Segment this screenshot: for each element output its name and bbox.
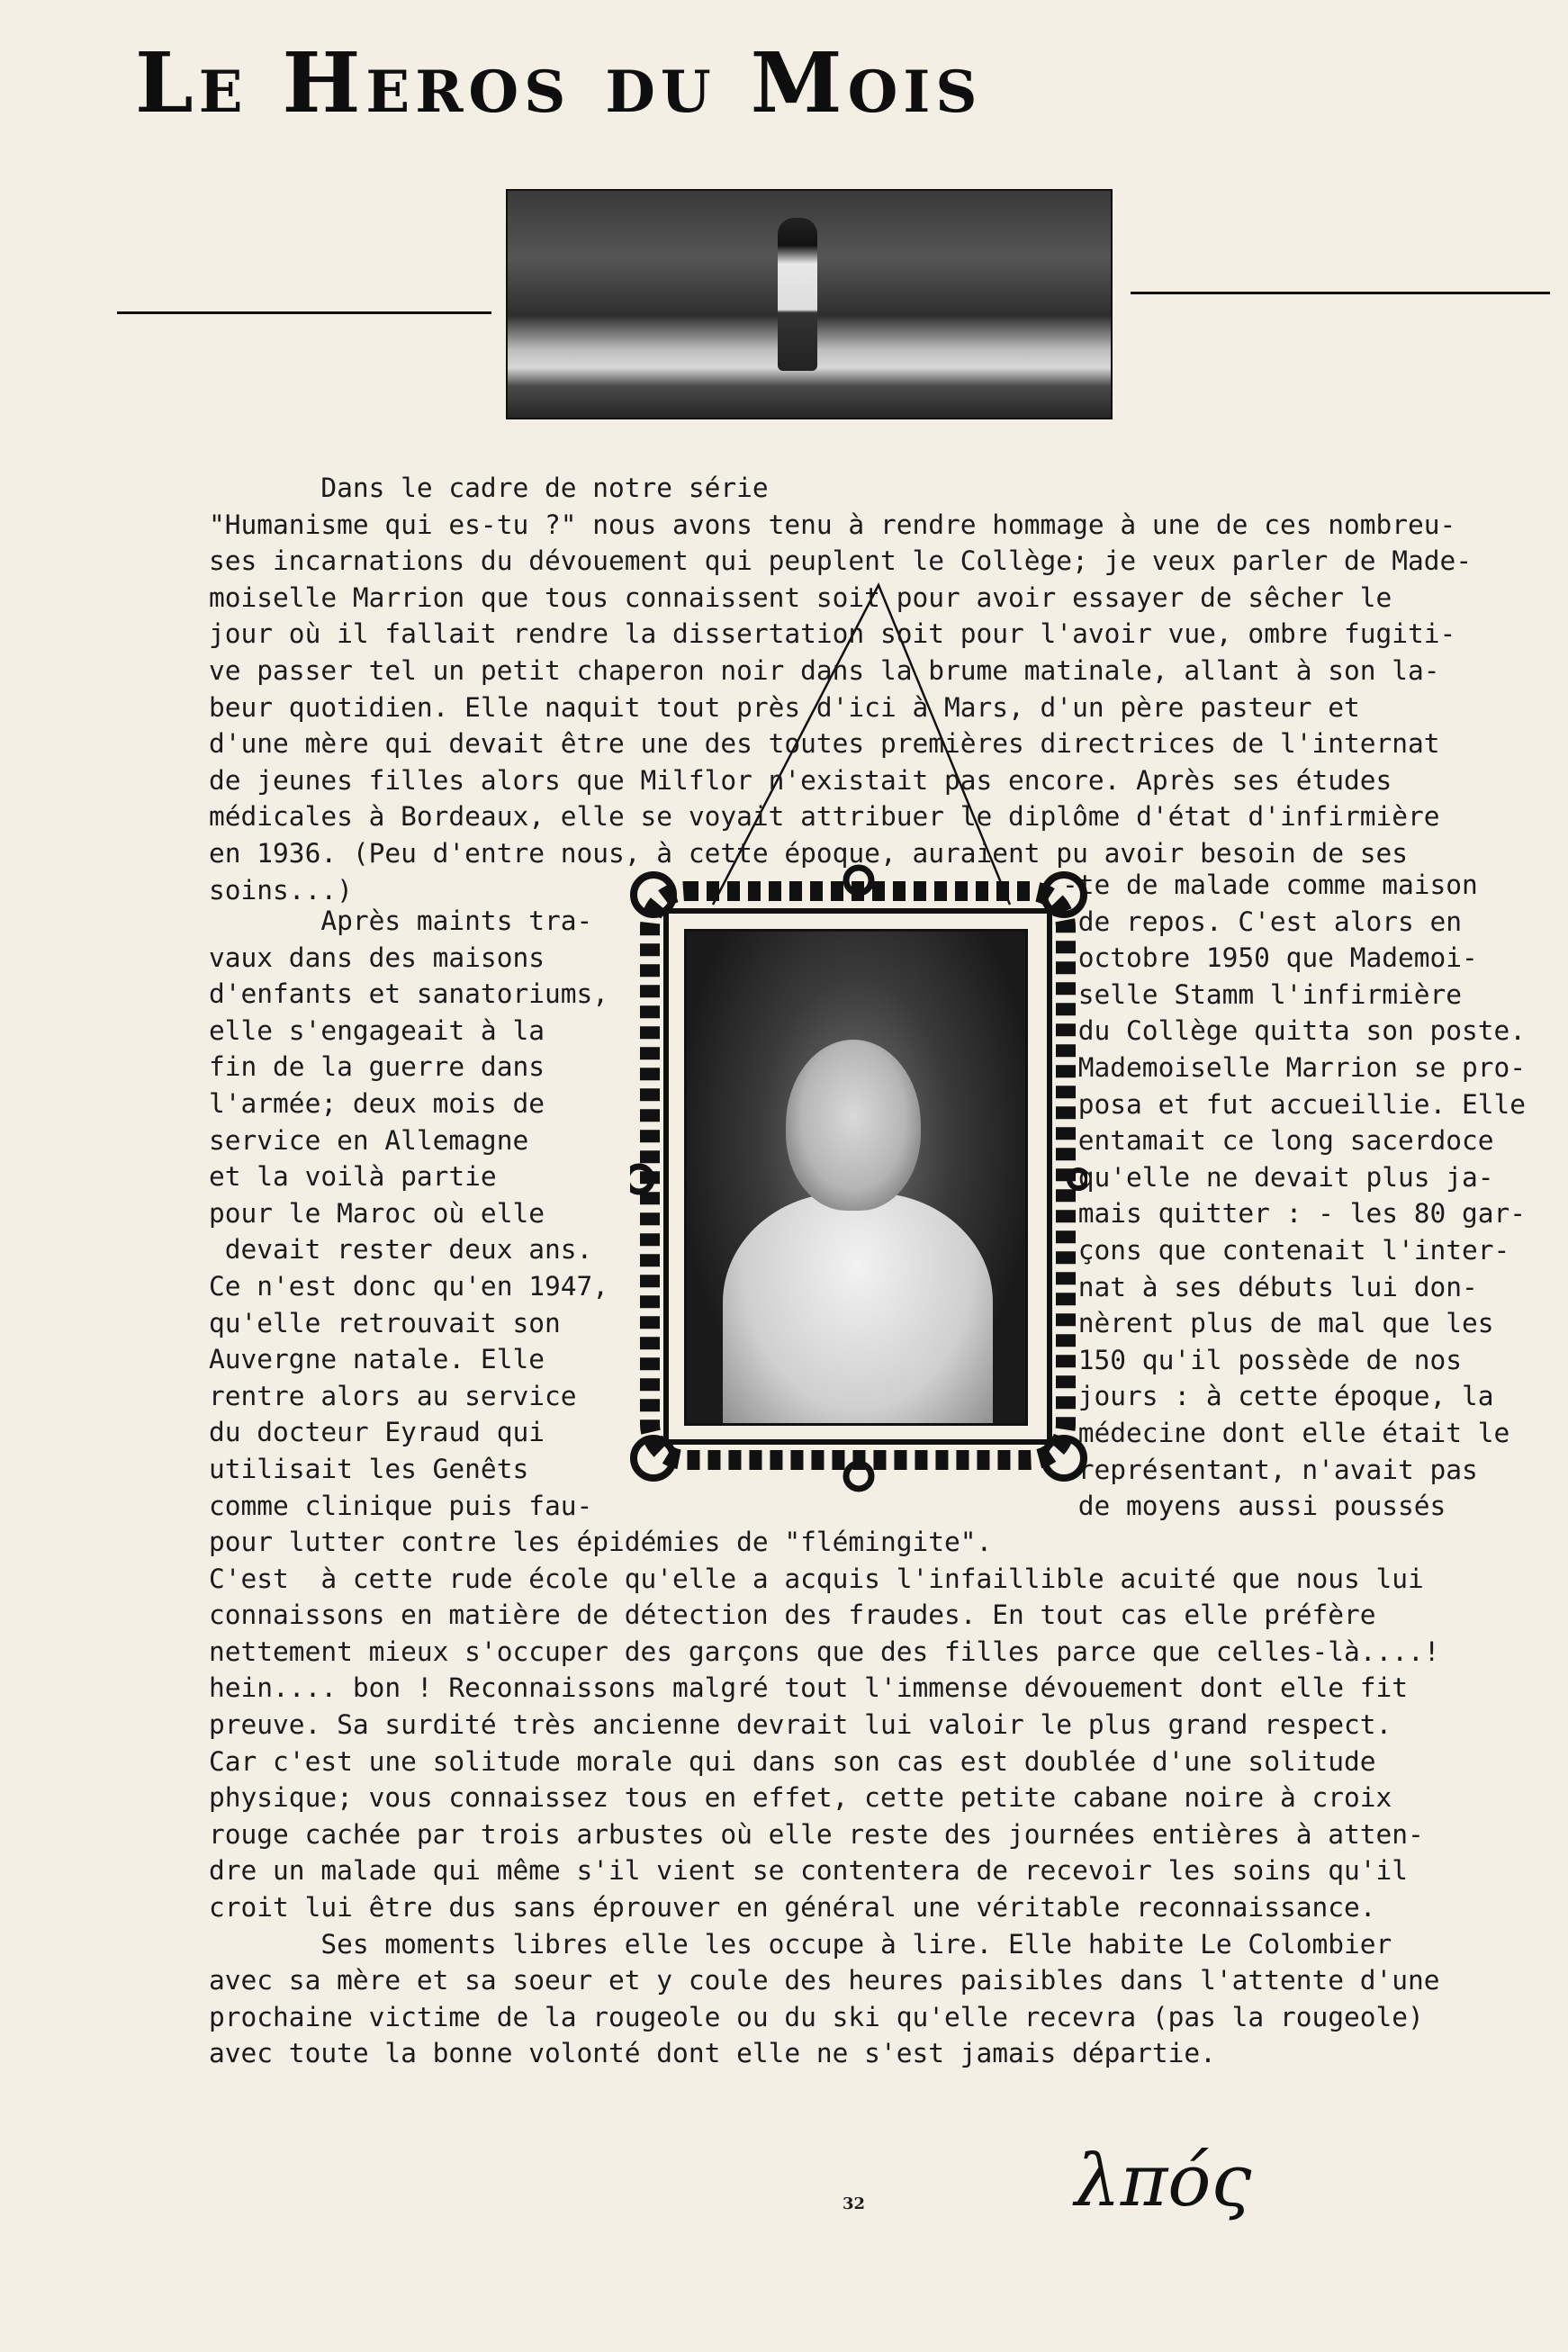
text-line: preuve. Sa surdité très ancienne devrait lui valoir le plus grand respect. (209, 1709, 1392, 1740)
text-line: physique; vous connaissez tous en effet, cette petite cabane noire à croix (209, 1782, 1392, 1814)
text-line: connaissons en matière de détection des fraudes. En tout cas elle préfère (209, 1600, 1376, 1631)
text-line: prochaine victime de la rougeole ou du ski qu'elle recevra (pas la rougeole) (209, 2001, 1424, 2032)
text-line: jour où il fallait rendre la dissertation soit pour l'avoir vue, ombre fugiti- (209, 618, 1456, 650)
text-line: d'une mère qui devait être une des toutes premières directrices de l'internat (209, 728, 1440, 760)
text-line: Mademoiselle Marrion se pro- (1062, 1052, 1527, 1083)
text-line: 150 qu'il possède de nos (1062, 1344, 1463, 1375)
text-line: ses incarnations du dévouement qui peuplent le Collège; je veux parler de Made- (209, 545, 1473, 577)
text-line: l'armée; deux mois de (209, 1088, 545, 1119)
text-line: Dans le cadre de notre série (209, 473, 769, 503)
text-line: posa et fut accueillie. Elle (1062, 1088, 1527, 1120)
svg-text:λπός: λπός (1075, 2139, 1252, 2222)
text-line: dre un malade qui même s'il vient se contentera de recevoir les soins qu'il (209, 1855, 1409, 1887)
page-title: Le Heros du Mois (135, 34, 983, 131)
text-line: devait rester deux ans. (209, 1234, 593, 1266)
portrait-frame (630, 864, 1087, 1494)
text-line: nettement mieux s'occuper des garçons que des filles parce que celles-là....! (209, 1636, 1440, 1667)
text-line: qu'elle ne devait plus ja- (1062, 1161, 1494, 1193)
text-line: rouge cachée par trois arbustes où elle reste des journées entières à atten- (209, 1818, 1424, 1850)
text-line: soins...) (209, 874, 353, 906)
text-line: service en Allemagne (209, 1124, 529, 1156)
text-line: nat à ses débuts lui don- (1062, 1271, 1478, 1302)
text-line: utilisait les Genêts (209, 1454, 529, 1484)
text-line: représentant, n'avait pas (1062, 1454, 1478, 1485)
text-line: rentre alors au service (209, 1380, 577, 1411)
text-line: avec toute la bonne volonté dont elle ne s'est jamais départie. (209, 2038, 1216, 2069)
text-line: de repos. C'est alors en (1062, 906, 1463, 937)
text-line: Auvergne natale. Elle (209, 1344, 545, 1375)
text-line: de jeunes filles alors que Milflor n'existait pas encore. Après ses études (209, 764, 1392, 796)
text-line: selle Stamm l'infirmière (1062, 978, 1463, 1010)
text-line: avec sa mère et sa soeur et y coule des heures paisibles dans l'attente d'une (209, 1965, 1440, 1996)
text-line: d'enfants et sanatoriums, (209, 978, 609, 1010)
text-line: ve passer tel un petit chaperon noir dans la brume matinale, allant à son la- (209, 655, 1440, 686)
text-line: Car c'est une solitude morale qui dans son cas est doublée d'une solitude (209, 1745, 1376, 1777)
page-number: 32 (843, 2194, 866, 2213)
text-line: vaux dans des maisons (209, 942, 545, 973)
text-line: entamait ce long sacerdoce (1062, 1125, 1494, 1157)
text-line: médicales à Bordeaux, elle se voyait attribuer le diplôme d'état d'infirmière (209, 801, 1440, 833)
text-line: qu'elle retrouvait son (209, 1307, 561, 1338)
text-line: "Humanisme qui es-tu ?" nous avons tenu à rendre hommage à une de ces nombreu- (209, 509, 1456, 540)
text-line: croit lui être dus sans éprouver en général une véritable reconnaissance. (209, 1892, 1376, 1923)
portrait-photo (684, 929, 1028, 1426)
text-line: du docteur Eyraud qui (209, 1417, 545, 1448)
text-line: pour le Maroc où elle (209, 1197, 545, 1229)
text-line: de moyens aussi poussés (1062, 1491, 1446, 1522)
text-line: jours : à cette époque, la (1062, 1381, 1494, 1412)
text-line: fin de la guerre dans (209, 1051, 545, 1083)
text-line: médecine dont elle était le (1062, 1418, 1510, 1448)
text-line: pour lutter contre les épidémies de "flémingite". (209, 1527, 993, 1557)
text-line: Après maints tra- (209, 906, 593, 936)
portrait-face (786, 1040, 921, 1211)
text-line: nèrent plus de mal que les (1062, 1308, 1494, 1339)
text-line: çons que contenait l'inter- (1062, 1235, 1510, 1266)
text-line: moiselle Marrion que tous connaissent soit pour avoir essayer de sêcher le (209, 581, 1392, 613)
text-line: Ce n'est donc qu'en 1947, (209, 1271, 609, 1302)
text-line: beur quotidien. Elle naquit tout près d'ici à Mars, d'un père pasteur et (209, 691, 1360, 723)
text-line: octobre 1950 que Mademoi- (1062, 942, 1478, 974)
text-line: comme clinique puis fau- (209, 1490, 593, 1521)
text-line: elle s'engageait à la (209, 1014, 545, 1046)
text-line: et la voilà partie (209, 1161, 497, 1193)
text-line: C'est à cette rude école qu'elle a acquis l'infaillible acuité que nous lui (209, 1563, 1424, 1594)
text-line: mais quitter : - les 80 gar- (1062, 1198, 1527, 1230)
portrait-dress (723, 1193, 993, 1426)
signature (1069, 2131, 1267, 2230)
text-line: du Collège quitta son poste. (1062, 1015, 1527, 1047)
text-line: en 1936. (Peu d'entre nous, à cette époque, auraient pu avoir besoin de ses (209, 838, 1409, 869)
text-line: Ses moments libres elle les occupe à lire. Elle habite Le Colombier (209, 1928, 1392, 1960)
text-line: hein.... bon ! Reconnaissons malgré tout l'immense dévouement dont elle fit (209, 1672, 1409, 1704)
text-line: -te de malade comme maison (1062, 870, 1478, 900)
